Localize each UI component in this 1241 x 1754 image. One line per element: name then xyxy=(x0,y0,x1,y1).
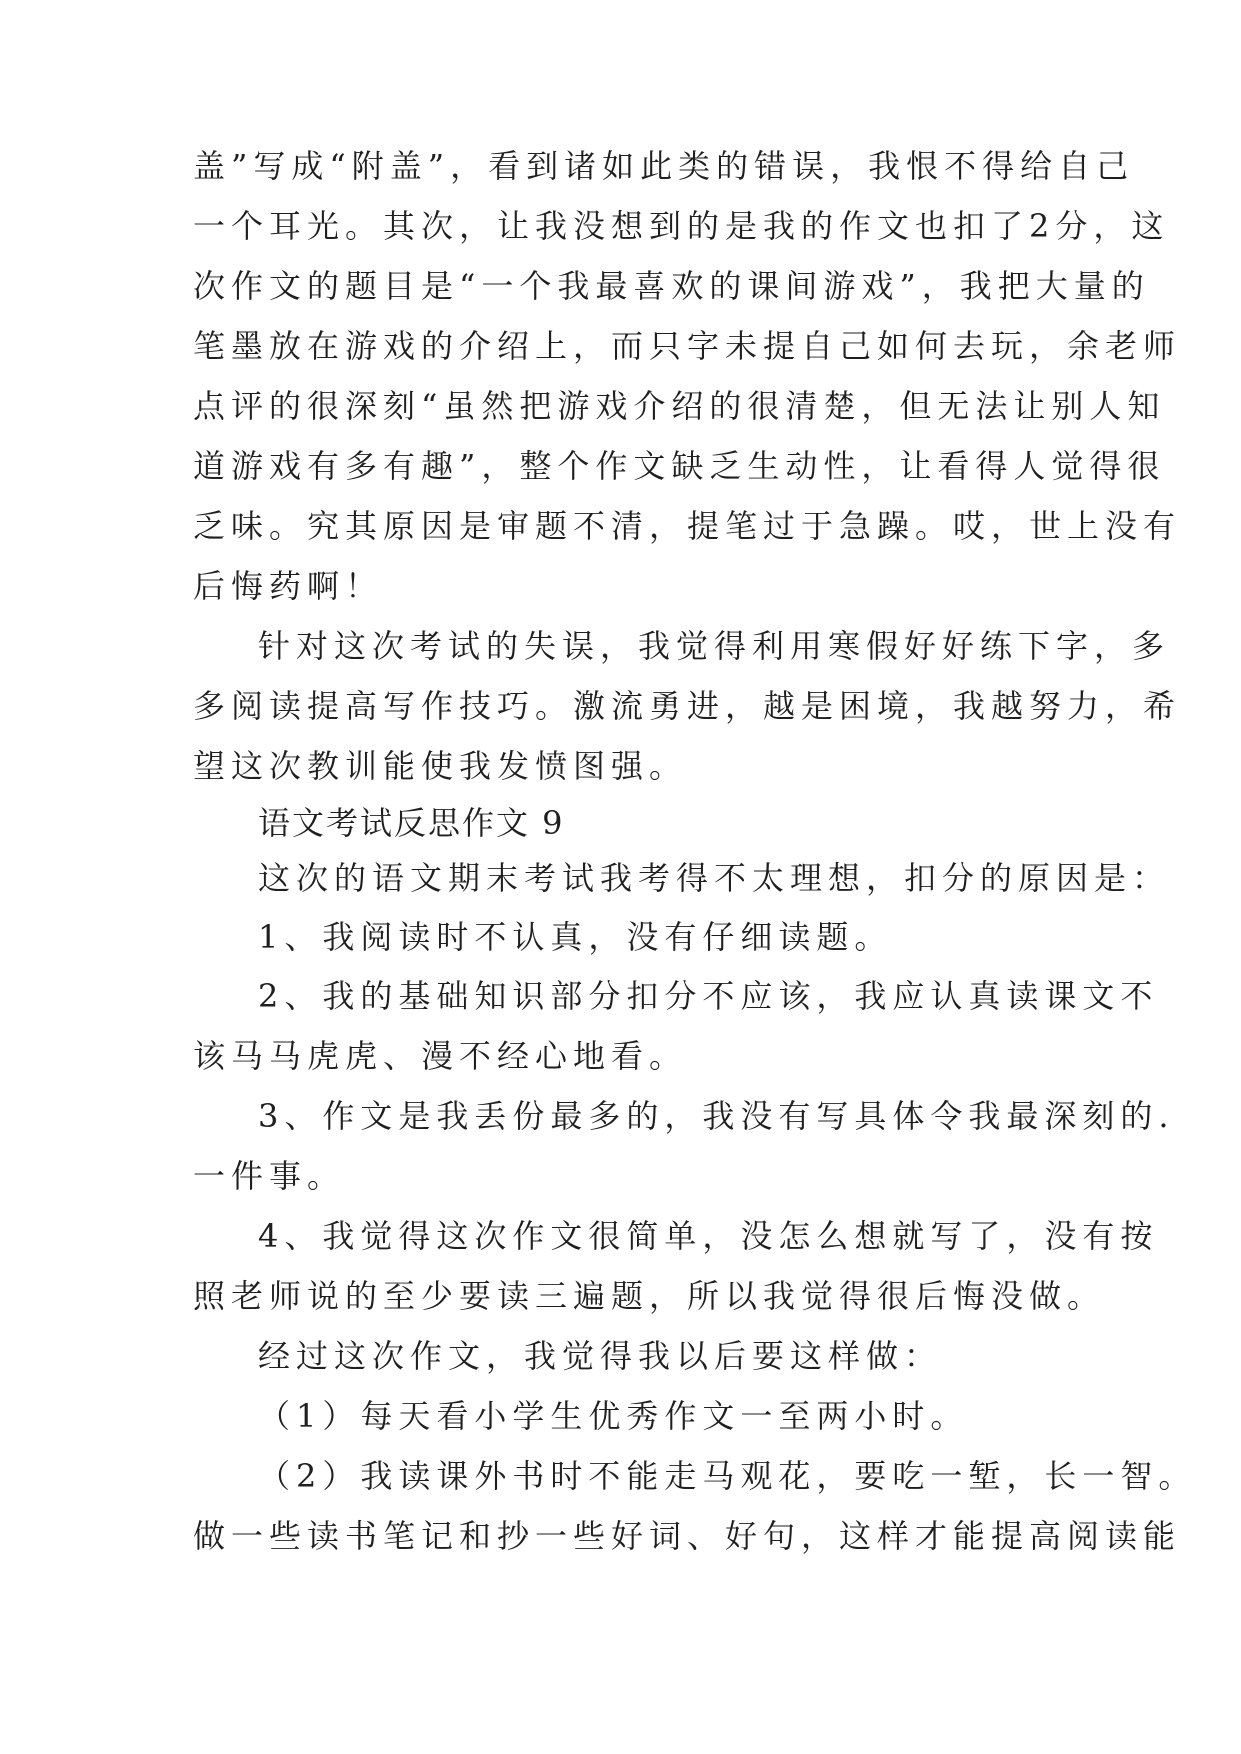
list-item: 1、我阅读时不认真，没有仔细读题。 xyxy=(258,918,893,956)
section-heading: 语文考试反思作文 9 xyxy=(258,804,565,842)
list-item: 4、我觉得这次作文很简单，没怎么想就写了，没有按 xyxy=(258,1217,1159,1255)
text-line: 一个耳光。其次，让我没想到的是我的作文也扣了2分，这 xyxy=(193,207,1170,245)
paragraph-first-line: 经过这次作文，我觉得我以后要这样做： xyxy=(258,1337,943,1375)
text-line: 多阅读提高写作技巧。激流勇进，越是困境，我越努力，希 xyxy=(193,687,1182,725)
text-line: 望这次教训能使我发愤图强。 xyxy=(193,747,688,785)
text-line: 点评的很深刻“虽然把游戏介绍的很清楚，但无法让别人知 xyxy=(193,387,1166,425)
list-item: （1）每天看小学生优秀作文一至两小时。 xyxy=(258,1397,969,1435)
list-item: 2、我的基础知识部分扣分不应该，我应认真读课文不 xyxy=(258,977,1159,1015)
text-line: 该马马虎虎、漫不经心地看。 xyxy=(193,1037,688,1075)
paragraph-first-line: 这次的语文期末考试我考得不太理想，扣分的原因是： xyxy=(258,859,1171,897)
text-line: 照老师说的至少要读三遍题，所以我觉得很后悔没做。 xyxy=(193,1277,1106,1315)
text-line: 乏味。究其原因是审题不清，提笔过于急躁。哎，世上没有 xyxy=(193,507,1182,545)
paragraph-first-line: 针对这次考试的失误，我觉得利用寒假好好练下字，多 xyxy=(258,627,1171,665)
text-line: 后悔药啊！ xyxy=(193,567,384,605)
text-line: 笔墨放在游戏的介绍上，而只字未提自己如何去玩，余老师 xyxy=(193,327,1182,365)
text-line: 一件事。 xyxy=(193,1157,346,1195)
list-item: （2）我读课外书时不能走马观花，要吃一堑，长一智。 xyxy=(258,1457,1197,1495)
list-item: 3、作文是我丢份最多的，我没有写具体令我最深刻的. xyxy=(258,1097,1175,1135)
text-line: 次作文的题目是“一个我最喜欢的课间游戏”，我把大量的 xyxy=(193,267,1150,305)
text-line: 盖”写成“附盖”，看到诸如此类的错误，我恨不得给自己 xyxy=(193,147,1135,185)
text-line: 做一些读书笔记和抄一些好词、好句，这样才能提高阅读能 xyxy=(193,1517,1182,1555)
text-line: 道游戏有多有趣”，整个作文缺乏生动性，让看得人觉得很 xyxy=(193,447,1166,485)
